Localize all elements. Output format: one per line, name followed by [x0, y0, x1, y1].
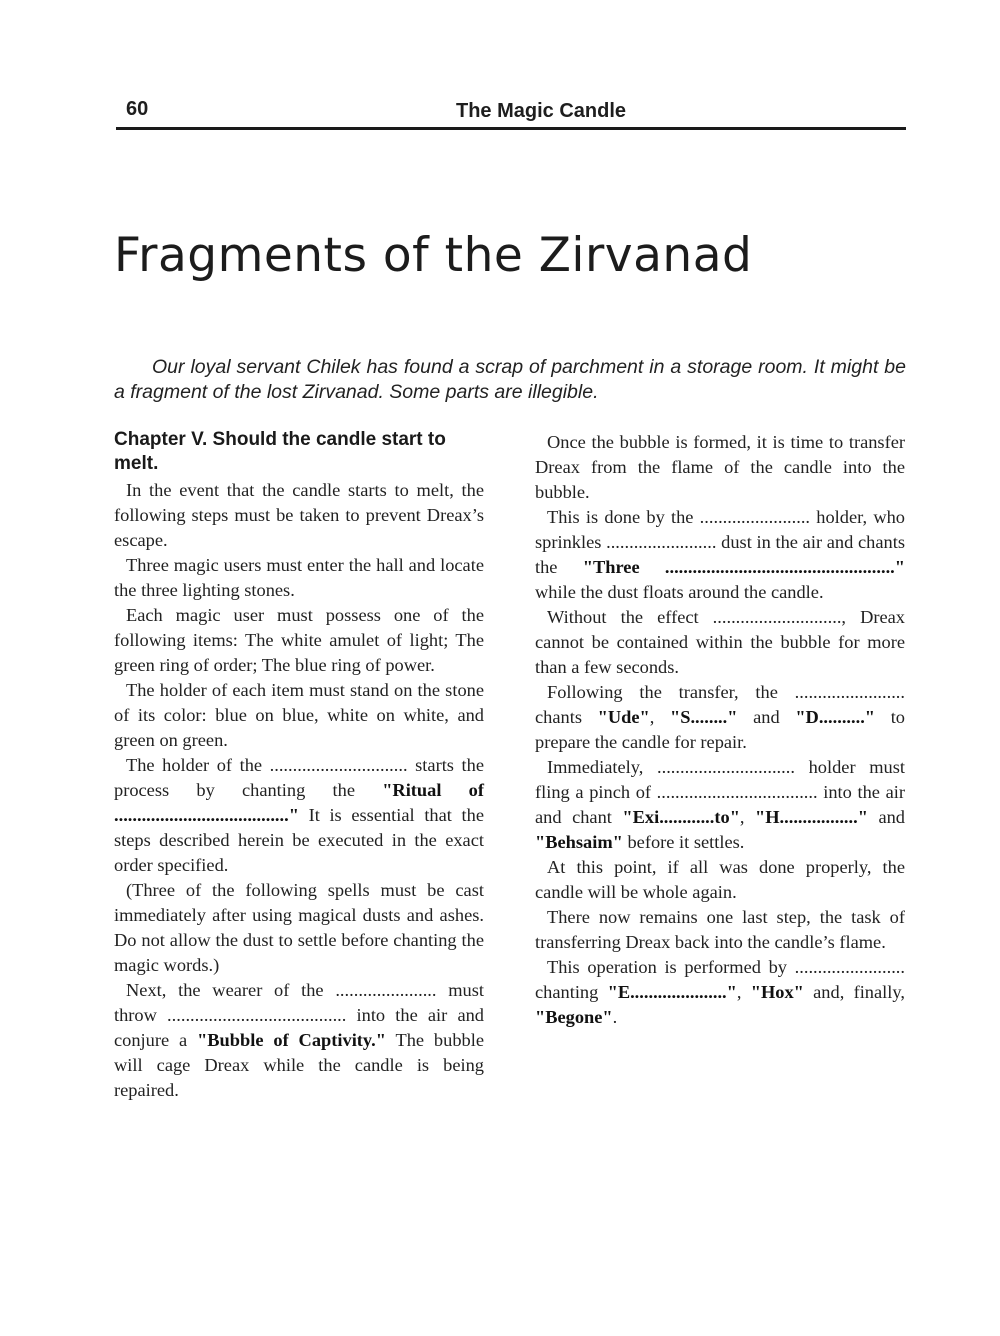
text-run: The holder of the .............................. starts the process by chanting the — [114, 755, 484, 800]
paragraph: At this point, if all was done properly, the candle will be whole again. — [535, 857, 905, 902]
text-run: . — [612, 1007, 618, 1027]
page-title: Fragments of the Zirvanad — [114, 228, 753, 283]
text-run: , — [739, 807, 756, 827]
paragraph — [535, 505, 905, 605]
text-run: and — [867, 807, 905, 827]
spell-name: "E....................." — [607, 982, 737, 1002]
spell-name: "Behsaim" — [535, 832, 623, 852]
paragraph: Three magic users must enter the hall and locate the three lighting stones. — [114, 555, 484, 600]
spell-name: "D.........." — [795, 707, 876, 727]
text-run: It is essential that the steps described herein be executed in the exact order specified. — [114, 805, 484, 875]
spell-name: "Three .................................................." — [582, 557, 905, 577]
text-run: This is done by the ........................ holder, who sprinkles ........................ dust in the air and chants the — [535, 507, 905, 577]
spell-name: "Ritual of ......................................" — [114, 780, 484, 825]
text-run: before it settles. — [622, 832, 745, 852]
text-run: and, finally, — [803, 982, 905, 1002]
text-run: This operation is performed by ........................ chanting — [535, 957, 905, 1002]
page-number: 60 — [126, 98, 149, 120]
text-run: Next, the wearer of the ...................... must throw ....................................... into the air and conjure a — [114, 980, 484, 1050]
paragraph: Once the bubble is formed, it is time to transfer Dreax from the flame of the candle into the bubble. — [535, 432, 905, 502]
text-run: , — [736, 982, 751, 1002]
spell-name: "Begone" — [535, 1007, 613, 1027]
paragraph — [535, 680, 905, 755]
paragraph: Without the effect ............................, Dreax cannot be contained within the bubble for more than a few seconds. — [535, 607, 905, 677]
chapter-heading: Chapter V. Should the candle start to melt. — [114, 429, 446, 474]
paragraph: The holder of each item must stand on the stone of its color: blue on blue, white on white, and green on green. — [114, 680, 484, 750]
paragraph — [114, 753, 484, 878]
spell-name: "Bubble of Captivity." — [197, 1030, 386, 1050]
paragraph — [535, 755, 905, 855]
text-run: , — [649, 707, 671, 727]
paragraph — [535, 955, 905, 1030]
paragraph: There now remains one last step, the task of transferring Dreax back into the candle’s flame. — [535, 907, 905, 952]
text-run: Immediately, .............................. holder must fling a pinch of ................................... into the air and chant — [535, 757, 905, 827]
left-column — [114, 428, 484, 1103]
right-column — [535, 430, 905, 1030]
text-run: to prepare the candle for repair. — [535, 707, 905, 752]
paragraph — [114, 978, 484, 1103]
paragraph: In the event that the candle starts to melt, the following steps must be taken to prevent Dreax’s escape. — [114, 480, 484, 550]
intro-paragraph: Our loyal servant Chilek has found a scrap of parchment in a storage room. It might be a fragment of the lost Zirvanad. Some parts are illegible. — [114, 356, 906, 403]
text-run: The bubble will cage Dreax while the candle is being repaired. — [114, 1030, 484, 1100]
paragraph: Each magic user must possess one of the following items: The white amulet of light; The green ring of order; The blue ring of power. — [114, 605, 484, 675]
spell-name: "H................." — [755, 807, 868, 827]
text-run: and — [737, 707, 796, 727]
spell-name: "S........" — [670, 707, 738, 727]
text-run: Following the transfer, the ........................ chants — [535, 682, 905, 727]
spell-name: "Ude" — [597, 707, 650, 727]
spell-name: "Hox" — [750, 982, 804, 1002]
book-title: The Magic Candle — [455, 100, 627, 122]
text-run: while the dust floats around the candle. — [535, 582, 824, 602]
paragraph: (Three of the following spells must be cast immediately after using magical dusts and ashes. Do not allow the dust to settle before chanting the magic words.) — [114, 880, 484, 975]
running-header — [116, 96, 906, 126]
header-rule — [116, 127, 906, 130]
spell-name: "Exi............to" — [622, 807, 740, 827]
